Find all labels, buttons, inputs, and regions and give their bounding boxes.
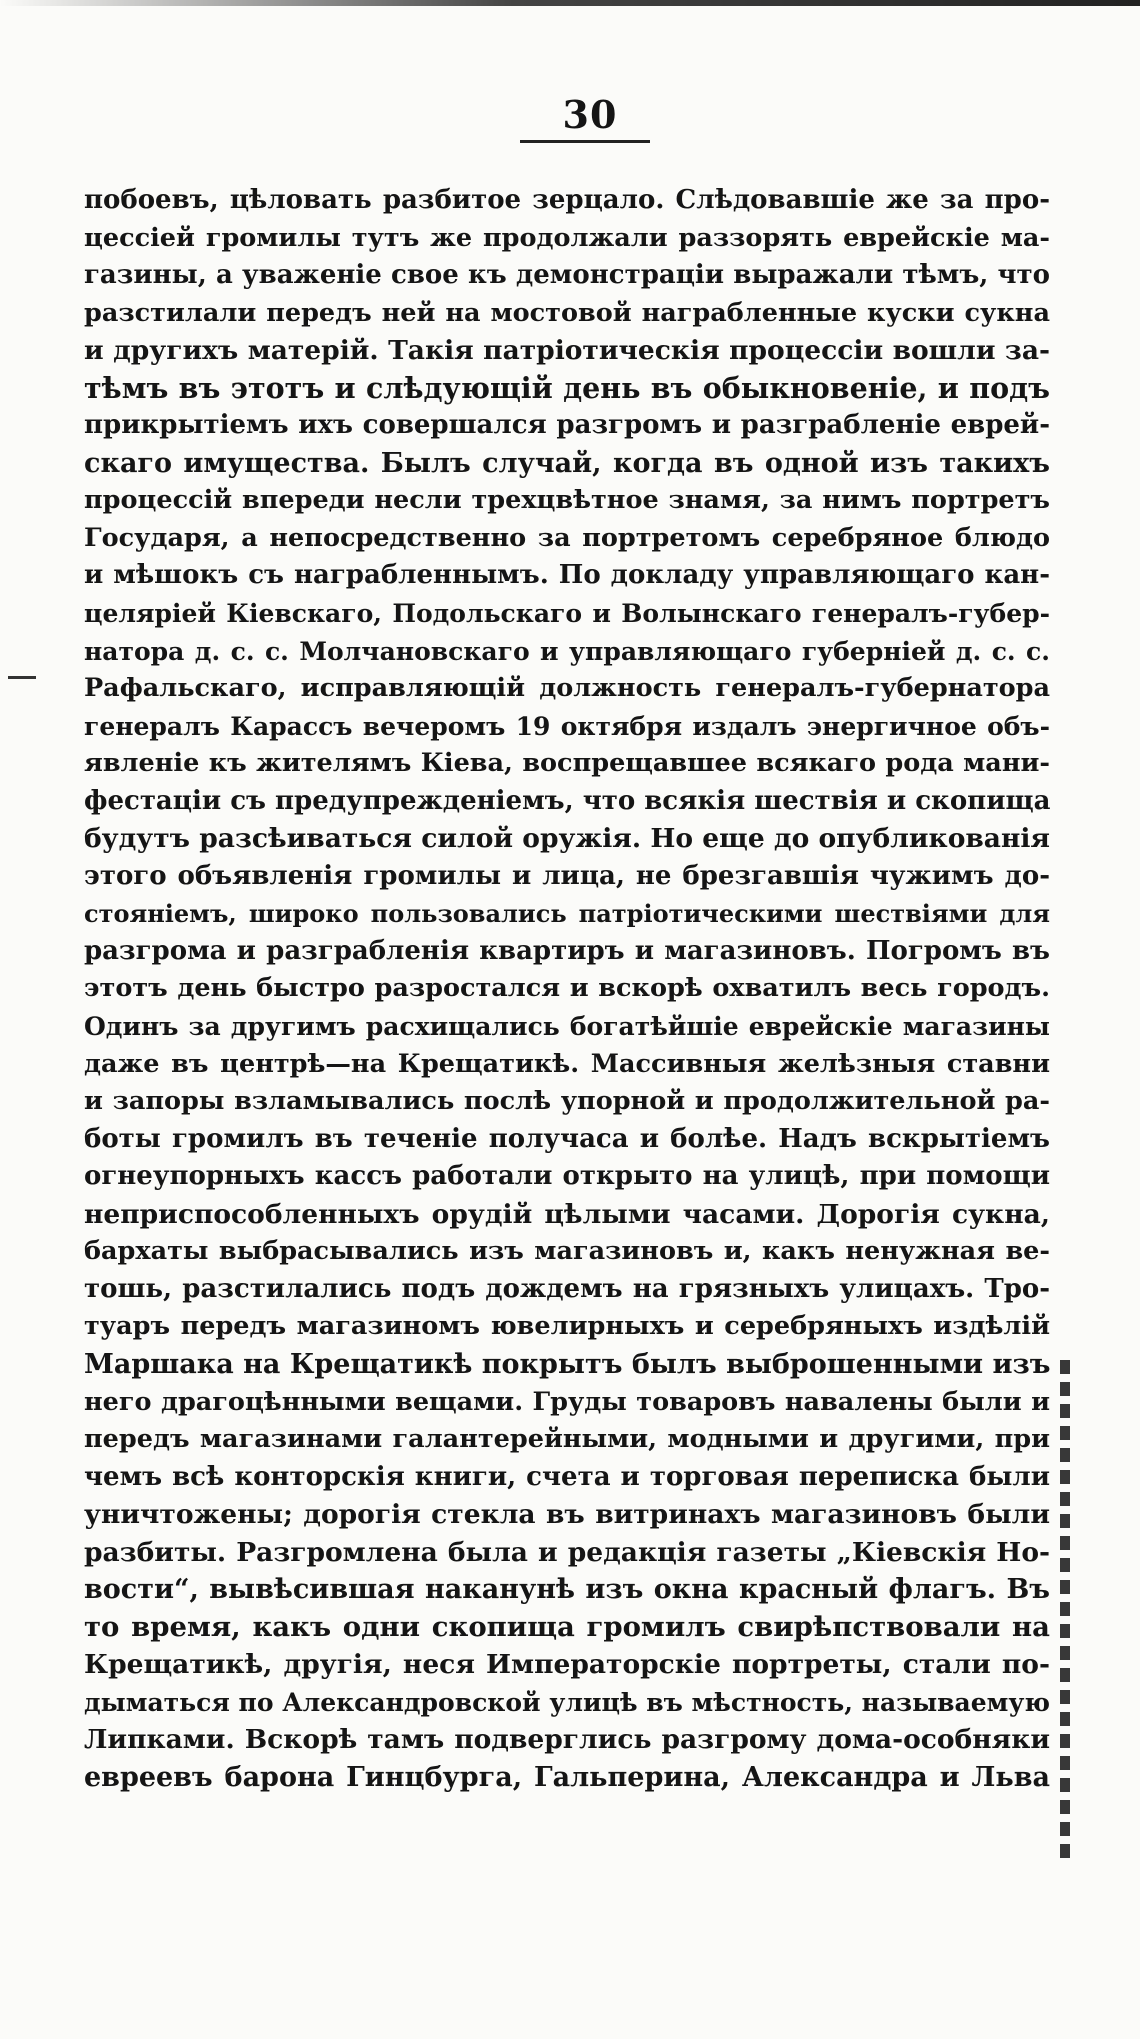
text-line: и мѣшокъ съ награбленнымъ. По докладу управляющаго кан- bbox=[84, 560, 1050, 591]
text-line: разбиты. Разгромлена была и редакція газеты „Кіевскія Но- bbox=[84, 1536, 1050, 1568]
text-line: Крещатикѣ, другія, неся Императорскіе портреты, стали по- bbox=[84, 1649, 1050, 1681]
text-line: евреевъ барона Гинцбурга, Гальперина, Александра и Льва bbox=[84, 1761, 1050, 1793]
text-line: Маршака на Крещатикѣ покрытъ былъ выброшенными изъ bbox=[84, 1348, 1050, 1380]
text-line: стояніемъ, широко пользовались патріотическими шествіями для bbox=[84, 899, 1050, 929]
body-text bbox=[84, 182, 1050, 1797]
text-line: бархаты выбрасывались изъ магазиновъ и, какъ ненужная ве- bbox=[84, 1236, 1050, 1267]
text-line: цессіей громилы тутъ же продолжали раззорять еврейскіе ма- bbox=[84, 222, 1050, 253]
text-line: будутъ разсѣиваться силой оружія. Но еще до опубликованія bbox=[84, 823, 1050, 855]
text-line: уничтожены; дорогія стекла въ витринахъ магазиновъ были bbox=[84, 1499, 1050, 1531]
text-line: огнеупорныхъ кассъ работали открыто на улицѣ, при помощи bbox=[84, 1161, 1050, 1192]
page-number-underline bbox=[520, 140, 650, 143]
text-line: тѣмъ въ этотъ и слѣдующій день въ обыкновеніе, и подъ bbox=[84, 370, 1050, 405]
text-line: генералъ Карассъ вечеромъ 19 октября издалъ энергичное объ- bbox=[84, 711, 1050, 741]
text-line: Липками. Вскорѣ тамъ подверглись разгрому дома-особняки bbox=[84, 1724, 1050, 1756]
text-line: него драгоцѣнными вещами. Груды товаровъ навалены были и bbox=[84, 1386, 1050, 1417]
text-line: и запоры взламывались послѣ упорной и продолжительной ра- bbox=[84, 1086, 1050, 1117]
text-line: натора д. с. с. Молчановскаго и управляющаго губерніей д. с. с. bbox=[84, 636, 1050, 666]
text-line: разстилали передъ ней на мостовой награбленные куски сукна bbox=[84, 297, 1050, 328]
text-line: скаго имущества. Былъ случай, когда въ одной изъ такихъ bbox=[84, 447, 1050, 479]
text-line: Одинъ за другимъ расхищались богатѣйшіе еврейскіе магазины bbox=[84, 1012, 1050, 1042]
text-line: чемъ всѣ конторскія книги, счета и торговая переписка были bbox=[84, 1461, 1050, 1492]
text-line: процессій впереди несли трехцвѣтное знамя, за нимъ портретъ bbox=[84, 485, 1050, 516]
text-line: побоевъ, цѣловать разбитое зерцало. Слѣдовавшіе же за про- bbox=[84, 185, 1050, 215]
text-line: передъ магазинами галантерейными, модными и другими, при bbox=[84, 1424, 1050, 1455]
text-line: дыматься по Александровской улицѣ въ мѣстность, называемую bbox=[84, 1687, 1050, 1717]
text-line: разгрома и разграбленія квартиръ и магазиновъ. Погромъ въ bbox=[84, 935, 1050, 966]
text-line: этого объявленія громилы и лица, не брезгавшія чужимъ до- bbox=[84, 860, 1050, 891]
text-line: Государя, а непосредственно за портретомъ серебряное блюдо bbox=[84, 522, 1050, 553]
margin-mark-right bbox=[1060, 1360, 1070, 1860]
text-line: вости“, вывѣсившая наканунѣ изъ окна красный флагъ. Въ bbox=[84, 1574, 1050, 1606]
text-line: газины, а уваженіе свое къ демонстраціи выражали тѣмъ, что bbox=[84, 260, 1050, 291]
text-line: даже въ центрѣ—на Крещатикѣ. Массивныя желѣзныя ставни bbox=[84, 1048, 1050, 1079]
scan-top-edge bbox=[0, 0, 1140, 6]
text-line: фестаціи съ предупрежденіемъ, что всякія шествія и скопища bbox=[84, 785, 1050, 816]
text-line: этотъ день быстро разростался и вскорѣ охватилъ весь городъ. bbox=[84, 973, 1050, 1004]
text-line: тошь, разстилались подъ дождемъ на грязныхъ улицахъ. Тро- bbox=[84, 1273, 1050, 1304]
text-line: туаръ передъ магазиномъ ювелирныхъ и серебряныхъ издѣлій bbox=[84, 1311, 1050, 1342]
text-line: целяріей Кіевскаго, Подольскаго и Волынскаго генералъ-губер- bbox=[84, 599, 1050, 629]
text-line: боты громилъ въ теченіе получаса и болѣе. Надъ вскрытіемъ bbox=[84, 1123, 1050, 1154]
page-number: 30 bbox=[562, 92, 618, 137]
margin-mark-left bbox=[8, 676, 36, 679]
text-line: прикрытіемъ ихъ совершался разгромъ и разграбленіе еврей- bbox=[84, 410, 1050, 441]
text-line: неприспособленныхъ орудій цѣлыми часами. Дорогія сукна, bbox=[84, 1198, 1050, 1230]
text-line: и другихъ матерій. Такія патріотическія процессіи вошли за- bbox=[84, 335, 1050, 367]
text-line: то время, какъ одни скопища громилъ свирѣпствовали на bbox=[84, 1610, 1050, 1643]
text-line: Рафальскаго, исправляющій должность генералъ-губернатора bbox=[84, 673, 1050, 704]
text-line: явленіе къ жителямъ Кіева, воспрещавшее всякаго рода мани- bbox=[84, 748, 1050, 779]
